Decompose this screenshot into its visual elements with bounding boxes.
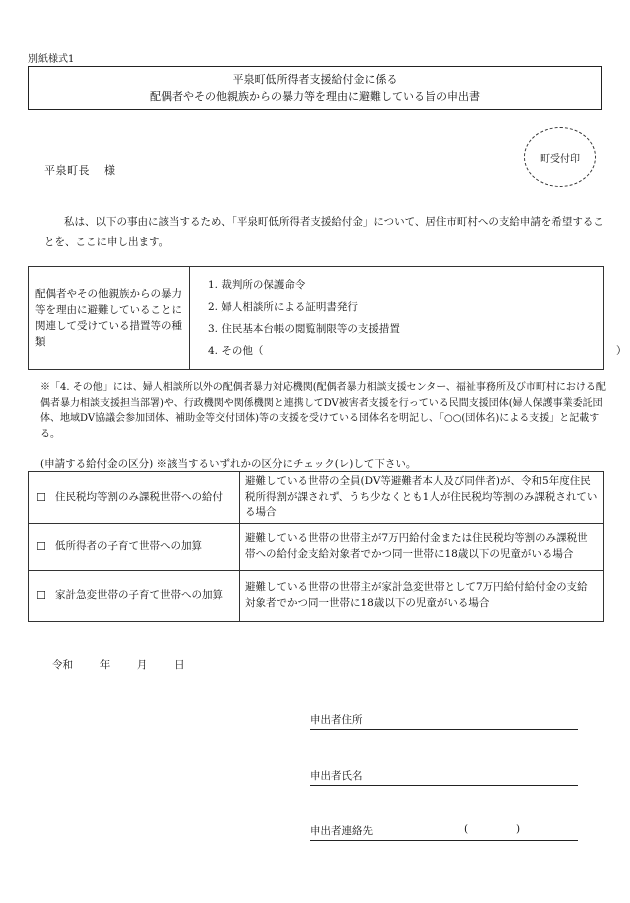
applicant-name-field[interactable] — [310, 768, 578, 786]
applicant-address-field[interactable] — [310, 712, 578, 730]
measures-table — [28, 266, 627, 370]
benefit-description-2: 避難している世帯の世帯主が7万円給付金または住民税均等割のみ課税世帯への給付金支給対象者でかつ同一世帯に18歳以下の児童がいる場合 — [240, 523, 604, 570]
form-number: 別紙様式1 — [28, 54, 75, 65]
benefit-name-3: 家計急変世帯の子育て世帯への加算 — [53, 570, 240, 621]
measure-option-3[interactable]: 3. 住民基本台帳の閲覧制限等の支援措置 — [208, 323, 400, 335]
measure-option-4-close: ） — [616, 345, 627, 357]
addressee — [44, 162, 116, 178]
date-year[interactable]: 年 — [99, 659, 111, 671]
measures-options — [190, 267, 627, 370]
benefit-row — [29, 523, 604, 570]
other-note: ※「4. その他」には、婦人相談所以外の配偶者暴力対応機関(配偶者暴力相談支援センター、福祉事務所及び市町村における配偶者暴力相談支援担当部署)や、行政機関や関係機関と連携してDV被害者支援を行っている民間支援団体(婦人保護事業委託団体、地域DV協議会参加団体、補助金等交付団体)等の支援を受けている団体名を明記し、「○○(団体名)による支援」と記載する。 — [40, 382, 606, 440]
contact-paren-close: ) — [516, 823, 521, 835]
measure-option-4[interactable] — [208, 340, 627, 362]
title-line-2: 配偶者やその他親族からの暴力等を理由に避難している旨の申出書 — [150, 90, 480, 103]
title-line-1: 平泉町低所得者支援給付金に係る — [232, 73, 398, 86]
addressee-name: 平泉町長 — [44, 164, 90, 177]
benefit-section-header: (申請する給付金の区分) ※該当するいずれかの区分にチェック(レ)して下さい。 — [40, 458, 417, 470]
measure-option-1[interactable]: 1. 裁判所の保護命令 — [208, 279, 306, 291]
benefit-checkbox-2[interactable]: ☐ — [29, 523, 54, 570]
applicant-address-label: 申出者住所 — [310, 714, 363, 726]
benefit-row — [29, 472, 604, 524]
benefit-description-1: 避難している世帯の全員(DV等避難者本人及び同伴者)が、令和5年度住民税所得割が課されず、うち少なくとも1人が住民税均等割のみ課税されている場合 — [240, 472, 604, 524]
benefit-name-1: 住民税均等割のみ課税世帯への給付 — [53, 472, 240, 524]
intro-paragraph: 私は、以下の事由に該当するため、「平泉町低所得者支援給付金」について、居住市町村への支給申請を希望することを、ここに申し出ます。 — [44, 216, 604, 248]
date-era: 令和 — [52, 659, 73, 671]
benefit-checkbox-1[interactable]: ☐ — [29, 472, 54, 524]
date-line — [52, 657, 185, 672]
applicant-contact-field[interactable] — [310, 823, 578, 841]
form-title-box — [28, 66, 602, 110]
reception-stamp-area — [524, 127, 596, 187]
benefit-checkbox-3[interactable]: ☐ — [29, 570, 54, 621]
benefit-table — [28, 471, 604, 622]
benefit-row — [29, 570, 604, 621]
measure-option-4-label: 4. その他（ — [208, 345, 264, 357]
applicant-contact-label: 申出者連絡先 — [310, 825, 373, 837]
measures-label: 配偶者やその他親族からの暴力等を理由に避難していることに関連して受けている措置等の種類 — [29, 267, 190, 370]
contact-paren-open: ( — [464, 823, 469, 835]
measure-option-2[interactable]: 2. 婦人相談所による証明書発行 — [208, 301, 358, 313]
applicant-name-label: 申出者氏名 — [310, 770, 363, 782]
stamp-label: 町受付印 — [540, 153, 580, 165]
addressee-honorific: 様 — [104, 164, 116, 177]
date-day[interactable]: 日 — [174, 659, 185, 671]
benefit-description-3: 避難している世帯の世帯主が家計急変世帯として7万円給付給付金の支給対象者でかつ同一世帯に18歳以下の児童がいる場合 — [240, 570, 604, 621]
benefit-name-2: 低所得者の子育て世帯への加算 — [53, 523, 240, 570]
date-month[interactable]: 月 — [136, 659, 148, 671]
